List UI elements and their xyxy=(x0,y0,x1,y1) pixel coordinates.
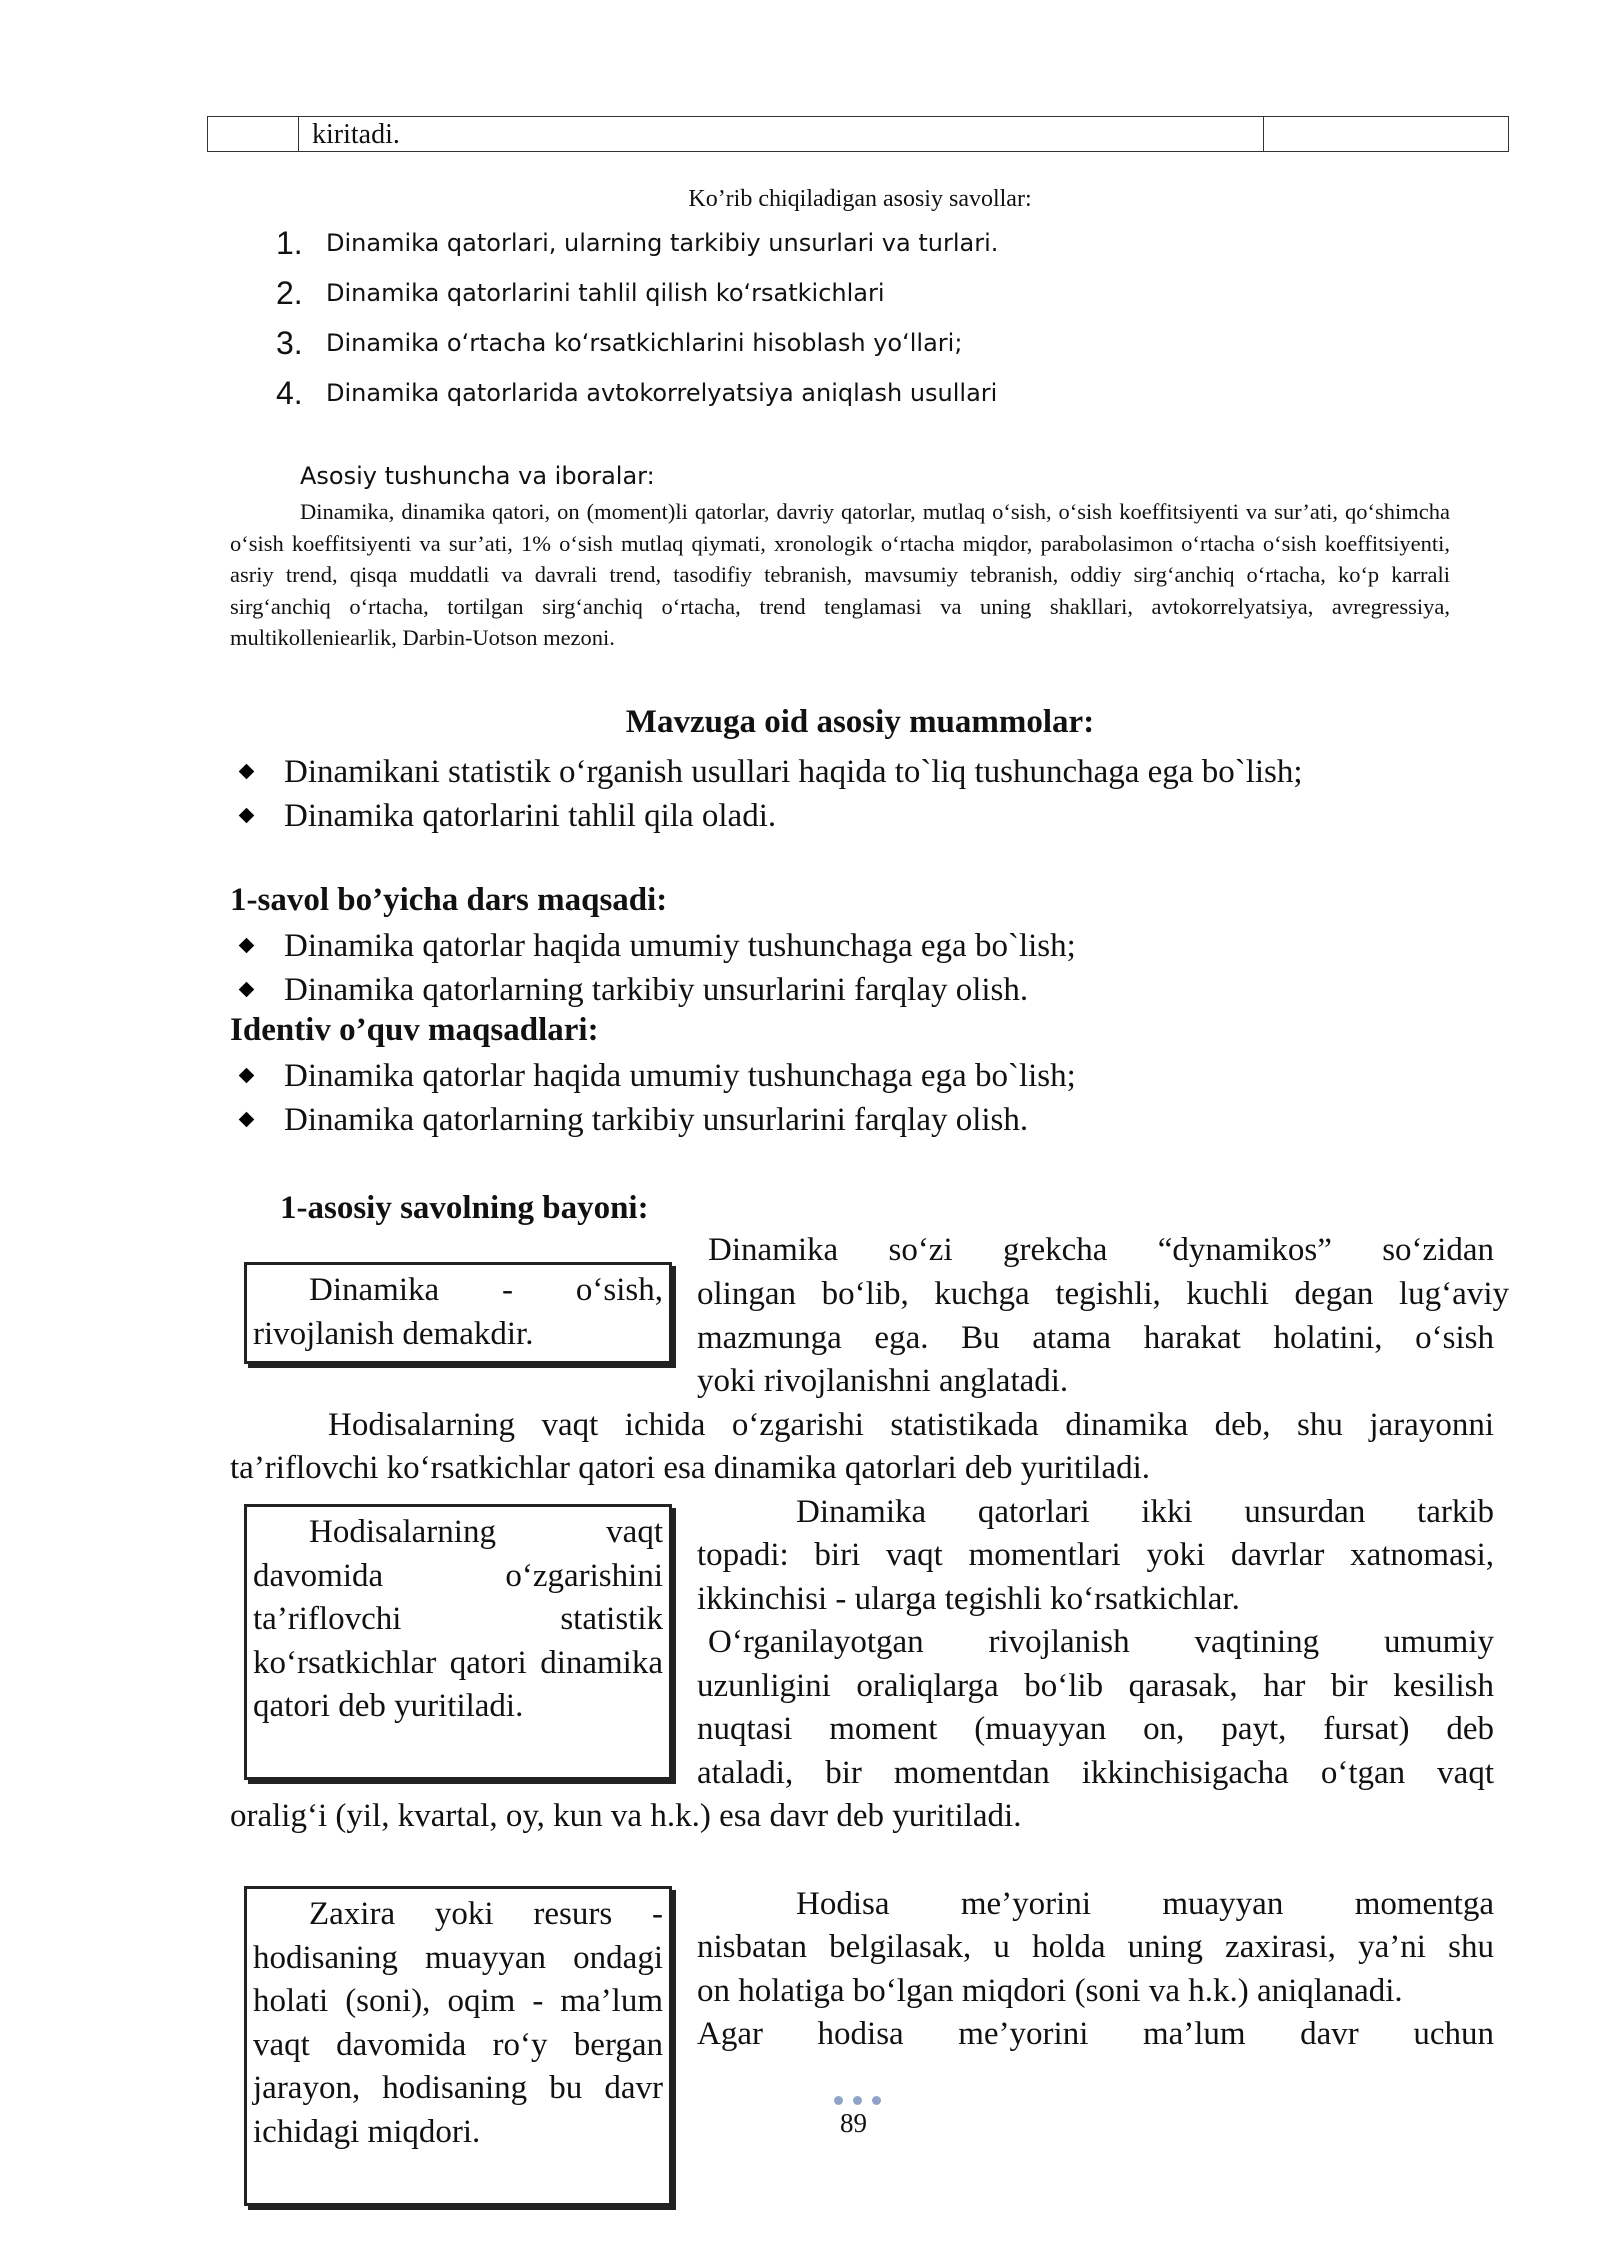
text-line: ikkinchisi - ularga tegishli koʻrsatkichlar. xyxy=(697,1581,1240,1617)
text-line: ta’riflovchi koʻrsatkichlar qatori esa dinamika qatorlari deb yuritiladi. xyxy=(230,1450,1151,1486)
table-fragment xyxy=(207,116,1509,152)
text-line: nisbatan belgilasak, u holda uning zaxirasi, ya’ni shu xyxy=(697,1929,1494,1965)
list-item-number: 2. xyxy=(276,274,303,311)
page-number: 89 xyxy=(840,2108,867,2138)
diamond-bullet-icon xyxy=(238,937,256,955)
diamond-bullet-icon xyxy=(238,1067,256,1085)
list-item-text: Dinamika qatorlarini tahlil qila oladi. xyxy=(284,797,777,834)
list-item xyxy=(276,268,998,318)
text-line: Oʻrganilayotgan rivojlanish vaqtining umumiy xyxy=(708,1624,1494,1660)
definition-box-series: Hodisalarning vaqt davomida oʻzgarishini ta’riflovchi statistik koʻrsatkichlar qatori dinamika qatori deb yuritiladi. xyxy=(244,1504,672,1780)
list-item-text: Dinamika qatorlarini tahlil qilish koʻrsatkichlari xyxy=(326,279,885,307)
table-cell-text: kiritadi. xyxy=(312,119,400,150)
table-cell-empty-right xyxy=(1263,117,1508,151)
list-item-text: Dinamika qatorlarida avtokorrelyatsiya aniqlash usullari xyxy=(326,379,998,407)
text-line: on holatiga boʻlgan miqdori (soni va h.k.) aniqlanadi. xyxy=(697,1973,1403,2009)
text-line: uzunligini oraliqlarga boʻlib qarasak, har bir kesilish xyxy=(697,1668,1494,1704)
table-cell-empty-left xyxy=(208,117,299,151)
dot-icon xyxy=(872,2096,881,2105)
text-line: oraligʻi (yil, kvartal, oy, kun va h.k.) esa davr deb yuritiladi. xyxy=(230,1798,1022,1834)
text-line: Hodisa me’yorini muayyan momentga xyxy=(796,1886,1494,1922)
list-item xyxy=(232,794,1303,838)
list-item-text: Dinamikani statistik oʻrganish usullari haqida to`liq tushunchaga ega bo`lish; xyxy=(284,753,1303,790)
text-line: nuqtasi moment (muayyan on, payt, fursat) deb xyxy=(697,1711,1494,1747)
section-title: 1-asosiy savolning bayoni: xyxy=(280,1190,649,1226)
text-line: Hodisalarning vaqt ichida oʻzgarishi statistikada dinamika deb, shu jarayonni xyxy=(328,1407,1494,1443)
goal-title: 1-savol bo’yicha dars maqsadi: xyxy=(230,882,668,918)
list-item xyxy=(232,1054,1076,1098)
definition-box-dynamics: Dinamika - oʻsish, rivojlanish demakdir. xyxy=(244,1262,672,1364)
diamond-bullet-icon xyxy=(238,1111,256,1129)
dot-icon xyxy=(834,2096,843,2105)
problems-title: Mavzuga oid asosiy muammolar: xyxy=(625,704,1095,740)
definition-box-stock-flow: Zaxira yoki resurs - hodisaning muayyan ondagi holati (soni), oqim - ma’lum vaqt davomida roʻy bergan jarayon, hodisaning bu davr ichidagi miqdori. xyxy=(244,1886,672,2206)
problems-list xyxy=(232,750,1303,838)
diamond-bullet-icon xyxy=(238,763,256,781)
list-item xyxy=(232,968,1076,1012)
identiv-title: Identiv o’quv maqsadlari: xyxy=(230,1012,599,1048)
dot-icon xyxy=(853,2096,862,2105)
identiv-list xyxy=(232,1054,1076,1142)
text-line: topadi: biri vaqt momentlari yoki davrlar xatnomasi, xyxy=(697,1537,1494,1573)
page-dots-ornament xyxy=(834,2096,881,2105)
text-line: mazmunga ega. Bu atama harakat holatini, oʻsish xyxy=(697,1320,1494,1356)
list-item-text: Dinamika qatorlari, ularning tarkibiy unsurlari va turlari. xyxy=(326,229,999,257)
list-item-number: 3. xyxy=(276,324,303,361)
questions-title: Ko’rib chiqiladigan asosiy savollar: xyxy=(688,186,1032,212)
list-item-text: Dinamika qatorlar haqida umumiy tushunchaga ega bo`lish; xyxy=(284,927,1076,964)
list-item xyxy=(276,368,998,418)
list-item-text: Dinamika oʻrtacha koʻrsatkichlarini hisoblash yoʻllari; xyxy=(326,329,963,357)
concepts-body: Dinamika, dinamika qatori, on (moment)li qatorlar, davriy qatorlar, mutlaq oʻsish, oʻsish koeffitsiyenti va sur’ati, qoʻshimcha oʻsish koeffitsiyenti va sur’ati, 1% oʻsish mutlaq qiymati, xronologik oʻrtacha miqdor, parabolasimon oʻrtacha oʻsish koeffitsiyenti, asriy trend, qisqa muddatli va davrali trend, tasodifiy tebranish, mavsumiy tebranish, oddiy sirgʻanchiq oʻrtacha, koʻp karrali sirgʻanchiq oʻrtacha, tortilgan sirgʻanchiq oʻrtacha, trend tenglamasi va uning shakllari, avtokorrelyatsiya, avregressiya, multikolleniearlik, Darbin-Uotson mezoni. xyxy=(230,499,1450,650)
list-item-text: Dinamika qatorlarning tarkibiy unsurlarini farqlay olish. xyxy=(284,1101,1029,1138)
text-line: olingan boʻlib, kuchga tegishli, kuchli degan lugʻaviy xyxy=(697,1276,1509,1312)
list-item-text: Dinamika qatorlarning tarkibiy unsurlarini farqlay olish. xyxy=(284,971,1029,1008)
list-item-text: Dinamika qatorlar haqida umumiy tushunchaga ega bo`lish; xyxy=(284,1057,1076,1094)
text-line: Agar hodisa me’yorini ma’lum davr uchun xyxy=(697,2016,1494,2052)
questions-list xyxy=(276,218,998,418)
list-item-number: 4. xyxy=(276,374,303,411)
goal-list xyxy=(232,924,1076,1012)
text-line: Dinamika qatorlari ikki unsurdan tarkib xyxy=(796,1494,1494,1530)
list-item xyxy=(232,924,1076,968)
diamond-bullet-icon xyxy=(238,807,256,825)
list-item-number: 1. xyxy=(276,224,303,261)
text-line: yoki rivojlanishni anglatadi. xyxy=(697,1363,1069,1399)
list-item xyxy=(232,750,1303,794)
list-item xyxy=(232,1098,1076,1142)
list-item xyxy=(276,218,998,268)
text-line: ataladi, bir momentdan ikkinchisigacha oʻtgan vaqt xyxy=(697,1755,1494,1791)
diamond-bullet-icon xyxy=(238,981,256,999)
text-line: Dinamika soʻzi grekcha “dynamikos” soʻzidan xyxy=(708,1232,1494,1268)
list-item xyxy=(276,318,998,368)
concepts-title: Asosiy tushuncha va iboralar: xyxy=(300,462,655,490)
